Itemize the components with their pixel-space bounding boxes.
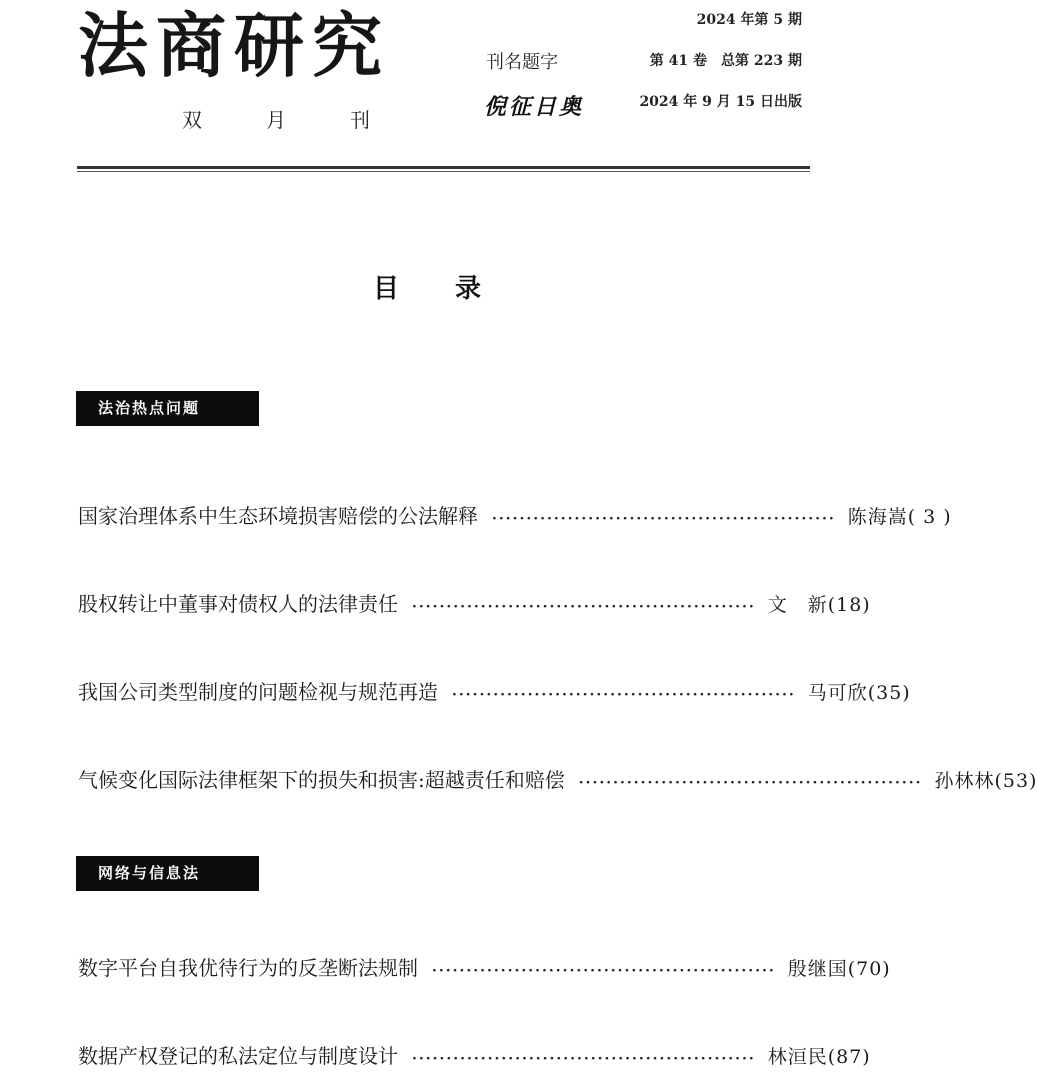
issue-volume: 第 41 卷 总第 223 期 [649, 53, 802, 69]
section-tag: 网络与信息法 [76, 856, 259, 891]
issue-year: 2024 年第 5 期 [696, 12, 802, 28]
dot-leader: ·················································· [432, 963, 776, 979]
entry-title: 股权转让中董事对债权人的法律责任 [78, 592, 398, 616]
dot-leader: ·················································· [412, 1051, 756, 1067]
entry-title: 气候变化国际法律框架下的损失和损害:超越责任和赔偿 [78, 768, 565, 792]
toc-heading: 目录 [372, 274, 537, 304]
calligrapher-signature: 倪征日奥 [484, 94, 585, 120]
dot-leader: ·················································· [492, 511, 836, 527]
header-rule [77, 166, 810, 169]
toc-entry[interactable] [78, 1040, 871, 1070]
dot-leader: ·················································· [412, 599, 756, 615]
entry-author-page: 陈海嵩( 3 ) [847, 506, 952, 528]
entry-title: 我国公司类型制度的问题检视与规范再造 [78, 680, 438, 704]
entry-title: 国家治理体系中生态环境损害赔偿的公法解释 [78, 504, 478, 528]
header-rule-thin [77, 171, 810, 172]
entry-author-page: 孙林林(53) [934, 770, 1037, 792]
toc-entry[interactable] [78, 764, 1037, 794]
entry-author-page: 文 新(18) [767, 594, 871, 616]
frequency-label: 双 月 刊 [182, 108, 392, 132]
entry-author-page: 马可欣(35) [807, 682, 911, 704]
toc-entry[interactable] [78, 676, 911, 706]
toc-entry[interactable] [78, 952, 891, 982]
journal-title: 法商研究 [78, 4, 390, 87]
dot-leader: ·················································· [578, 775, 923, 791]
dot-leader: ·················································· [452, 687, 796, 703]
entry-title: 数据产权登记的私法定位与制度设计 [78, 1044, 398, 1068]
section-tag: 法治热点问题 [76, 391, 259, 426]
issue-date: 2024 年 9 月 15 日出版 [639, 94, 802, 110]
entry-title: 数字平台自我优待行为的反垄断法规制 [78, 956, 418, 980]
entry-author-page: 林洹民(87) [767, 1046, 871, 1068]
toc-entry[interactable] [78, 588, 871, 618]
entry-author-page: 殷继国(70) [787, 958, 891, 980]
calligraphy-label: 刊名题字 [486, 52, 558, 73]
toc-entry[interactable] [78, 500, 952, 530]
